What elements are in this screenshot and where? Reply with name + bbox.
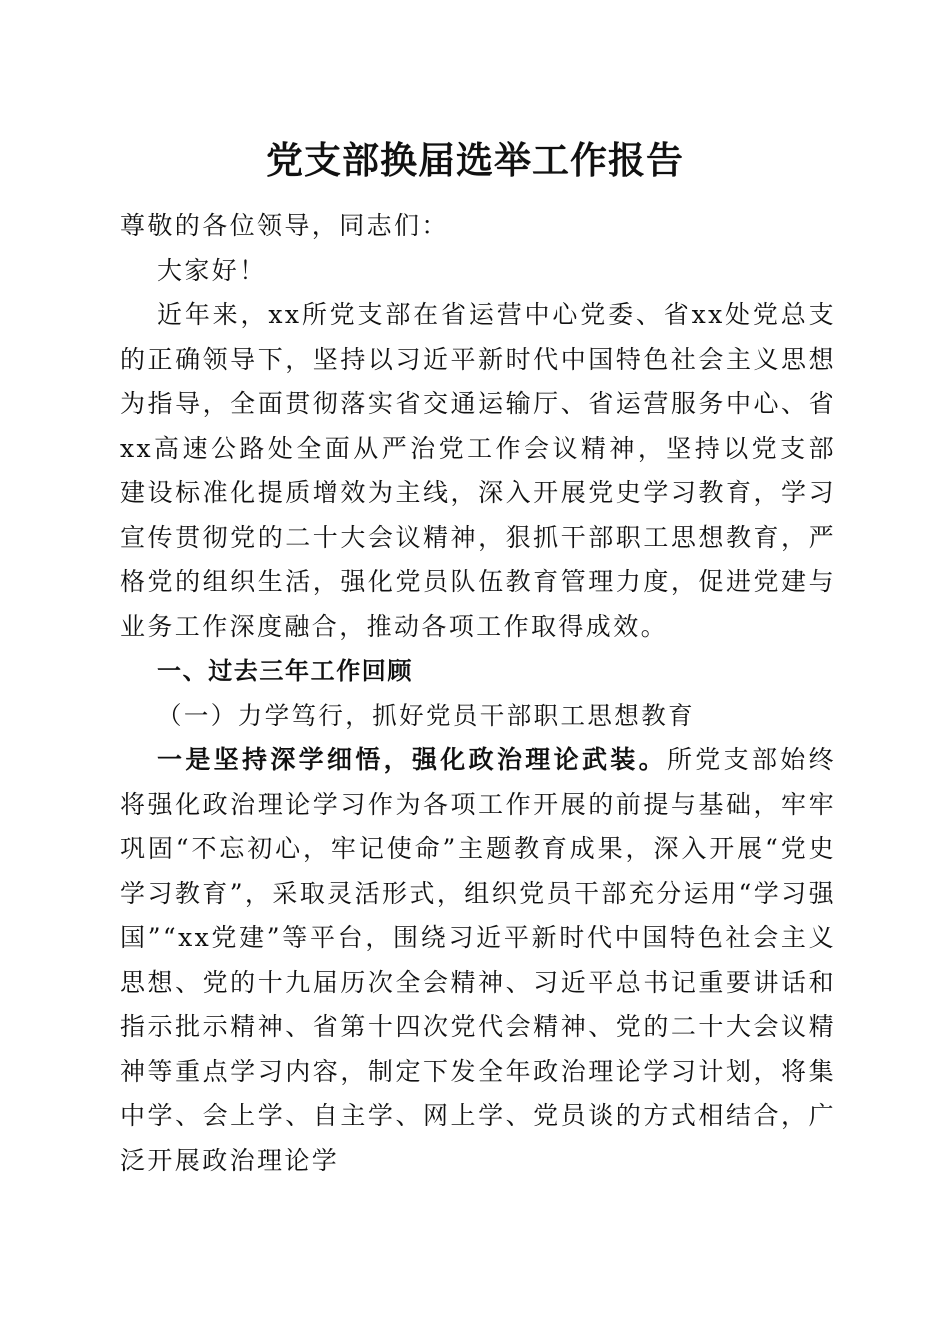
point-paragraph — [120, 738, 836, 1183]
salutation: 尊敬的各位领导，同志们： — [120, 211, 449, 240]
document-title: 党支部换届选举工作报告 — [266, 138, 684, 182]
point-lead: 一是坚持深学细悟，强化政治理论武装。 — [157, 745, 667, 774]
document-body — [120, 204, 836, 1183]
intro-paragraph: 近年来，xx所党支部在省运营中心党委、省xx处党总支的正确领导下，坚持以习近平新时代中国特色社会主义思想为指导，全面贯彻落实省交通运输厅、省运营服务中心、省xx高速公路处全面从严治党工作会议精神，坚持以党支部建设标准化提质增效为主线，深入开展党史学习教育，学习宣传贯彻党的二十大会议精神，狠抓干部职工思想教育，严格党的组织生活，强化党员队伍教育管理力度，促进党建与业务工作深度融合，推动各项工作取得成效。 — [120, 300, 836, 641]
section-heading: 一、过去三年工作回顾 — [157, 657, 413, 685]
subsection-heading: （一）力学笃行，抓好党员干部职工思想教育 — [157, 700, 695, 730]
point-body: 所党支部始终将强化政治理论学习作为各项工作开展的前提与基础，牢牢巩固“不忘初心，牢记使命”主题教育成果，深入开展“党史学习教育”，采取灵活形式，组织党员干部充分运用“学习强国”“xx党建”等平台，围绕习近平新时代中国特色社会主义思想、党的十九届历次全会精神、习近平总书记重要讲话和指示批示精神、省第十四次党代会精神、党的二十大会议精神等重点学习内容，制定下发全年政治理论学习计划，将集中学、会上学、自主学、网上学、党员谈的方式相结合，广泛开展政治理论学 — [120, 745, 837, 1175]
greeting: 大家好！ — [157, 255, 267, 285]
